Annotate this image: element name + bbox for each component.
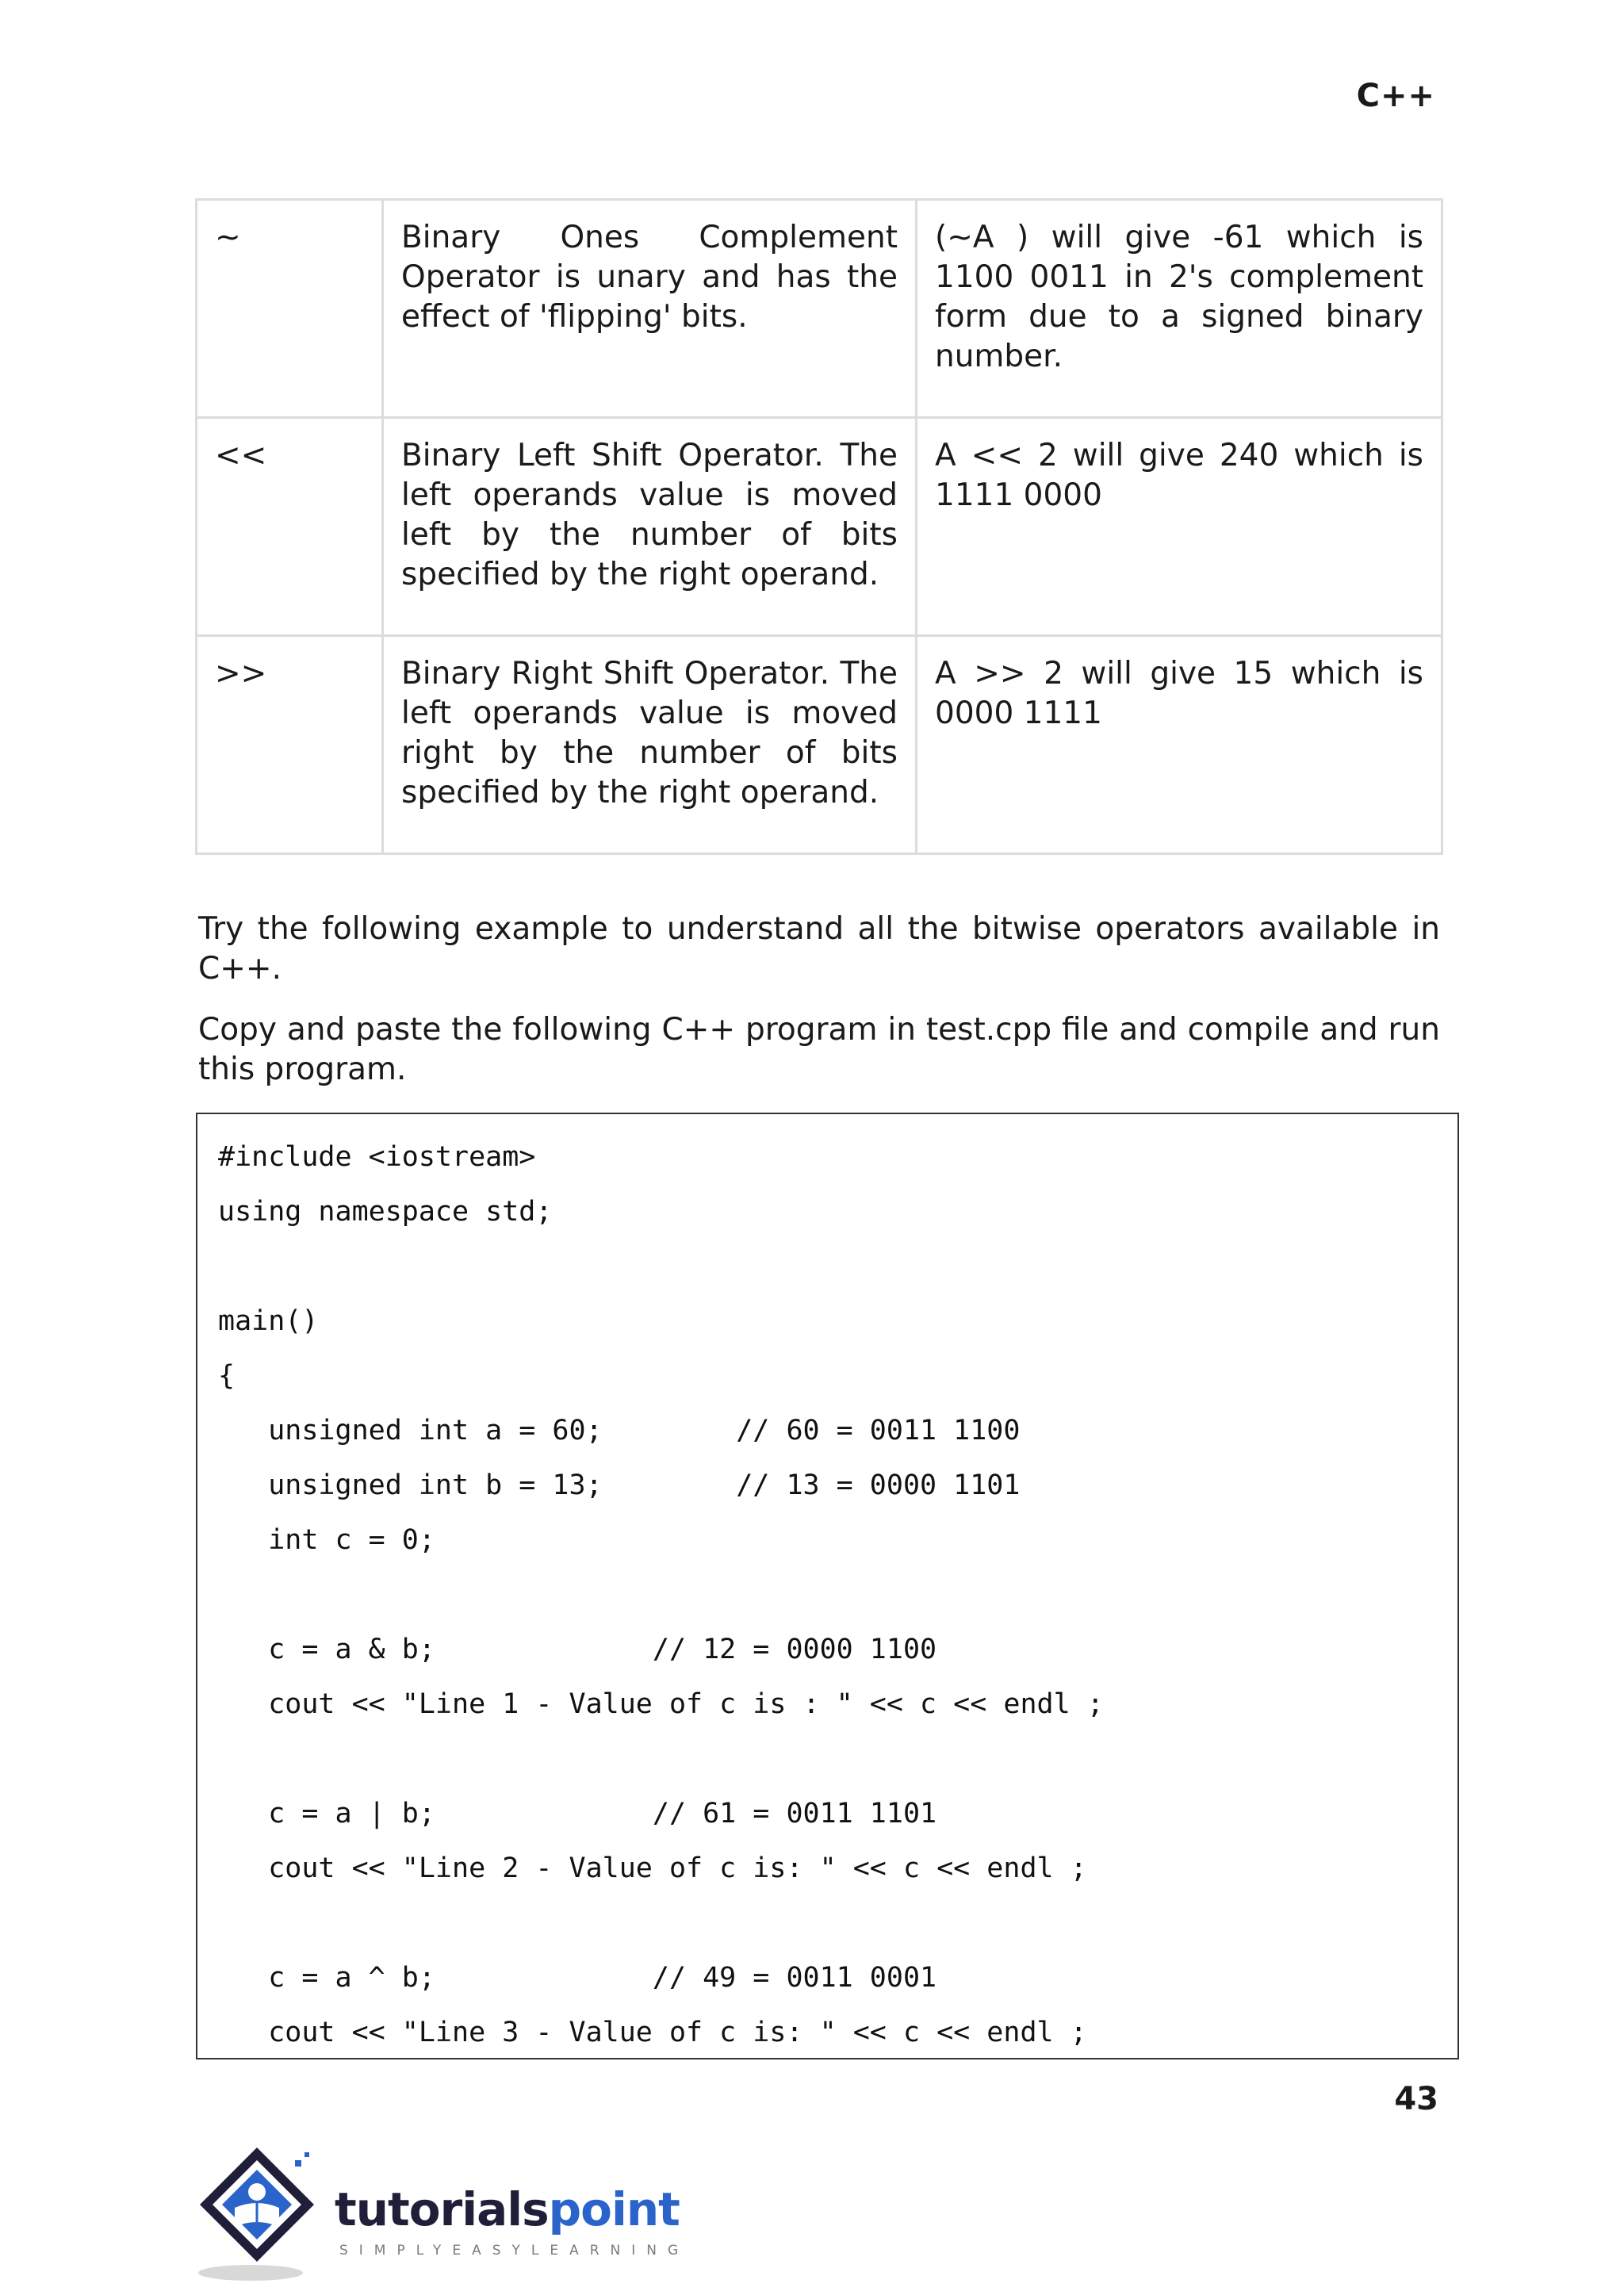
code-line: cout << "Line 1 - Value of c is : " << c << endl ; (218, 1688, 1104, 1720)
table-row (197, 418, 1442, 636)
code-line: c = a & b; // 12 = 0000 1100 (218, 1634, 937, 1665)
intro-paragraph: Try the following example to understand all the bitwise operators available in C++. (198, 911, 1440, 987)
logo-emblem-icon (193, 2141, 336, 2284)
description-cell: Binary Left Shift Operator. The left operands value is moved left by the number of bits specified by the right operand. (383, 418, 917, 636)
page-number: 43 (1394, 2081, 1438, 2117)
logo-wordmark-part2: point (548, 2182, 680, 2236)
code-line: #include <iostream> (218, 1141, 536, 1173)
tutorialspoint-logo (193, 2141, 690, 2284)
table-row (197, 636, 1442, 854)
table-row (197, 200, 1442, 418)
code-line (218, 1568, 1437, 1623)
code-line: unsigned int b = 13; // 13 = 0000 1101 (218, 1469, 1021, 1501)
description-cell: Binary Right Shift Operator. The left operands value is moved right by the number of bits specified by the right operand. (383, 636, 917, 854)
code-line: { (218, 1360, 236, 1392)
code-line: c = a ^ b; // 49 = 0011 0001 (218, 1962, 937, 1994)
bitwise-operators-table (195, 198, 1443, 855)
operator-cell: ~ (197, 200, 383, 418)
example-cell: (~A ) will give -61 which is 1100 0011 in 2's complement form due to a signed binary number. (917, 200, 1442, 418)
description-cell: Binary Ones Complement Operator is unary and has the effect of 'flipping' bits. (383, 200, 917, 418)
logo-wordmark (335, 2182, 680, 2236)
code-line: int c = 0; (218, 1524, 435, 1556)
code-line: unsigned int a = 60; // 60 = 0011 1100 (218, 1415, 1021, 1446)
example-cell: A >> 2 will give 15 which is 0000 1111 (917, 636, 1442, 854)
instruction-paragraph: Copy and paste the following C++ program in test.cpp file and compile and run this program. (198, 1012, 1440, 1087)
code-line: cout << "Line 2 - Value of c is: " << c << endl ; (218, 1852, 1087, 1884)
code-line: c = a | b; // 61 = 0011 1101 (218, 1798, 937, 1829)
page-header-title: C++ (1356, 78, 1435, 114)
code-line (218, 1239, 1437, 1294)
code-line (218, 1896, 1437, 1951)
code-line: main() (218, 1305, 319, 1337)
logo-wordmark-part1: tutorials (335, 2182, 549, 2236)
code-line: cout << "Line 3 - Value of c is: " << c << endl ; (218, 2017, 1087, 2048)
operator-cell: << (197, 418, 383, 636)
code-line: using namespace std; (218, 1196, 553, 1228)
example-cell: A << 2 will give 240 which is 1111 0000 (917, 418, 1442, 636)
code-block (196, 1113, 1459, 2059)
code-line (218, 1732, 1437, 1787)
logo-tagline: SIMPLYEASYLEARNING (339, 2243, 690, 2259)
operator-cell: >> (197, 636, 383, 854)
